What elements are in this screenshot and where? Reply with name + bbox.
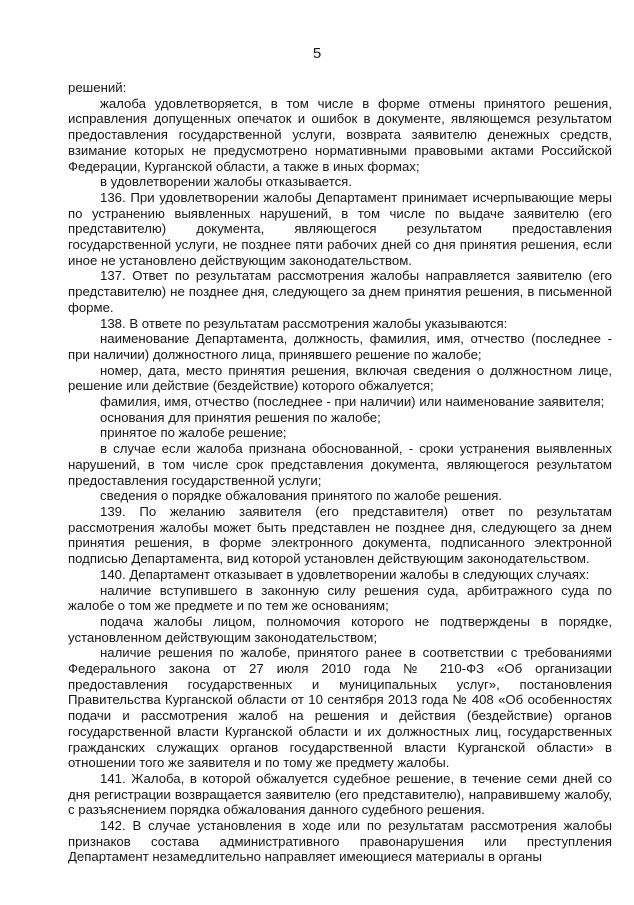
paragraph: в случае если жалоба признана обоснованной, - сроки устранения выявленных нарушений, в том числе срок представления документа, являющегося результатом предоставления государственной услуги;	[68, 441, 612, 488]
paragraph: 138. В ответе по результатам рассмотрения жалобы указываются:	[100, 315, 508, 331]
paragraph: решений:	[68, 80, 127, 95]
paragraph: наличие решения по жалобе, принятого ранее в соответствии с требованиями Федерального закона от 27 июля 2010 года № 210-ФЗ «Об организации предоставления государственных и муниципальных услуг», постановления Правительства Курганской области от 10 сентября 2013 года № 408 «Об особенностях подачи и рассмотрения жалоб на решения и действия (бездействие) органов государственной власти Курганской области и их должностных лиц, государственных гражданских служащих органов государственной власти Курганской области» в отношении того же заявителя и по тому же предмету жалобы.	[68, 645, 612, 771]
paragraph: подача жалобы лицом, полномочия которого не подтверждены в порядке, установленном действующим законодательством;	[68, 613, 612, 645]
paragraph: номер, дата, место принятия решения, включая сведения о должностном лице, решение или действие (бездействие) которого обжалуется;	[68, 362, 612, 394]
paragraph: наличие вступившего в законную силу решения суда, арбитражного суда по жалобе о том же предмете и по тем же основаниям;	[68, 582, 612, 614]
paragraph: 140. Департамент отказывает в удовлетворении жалобы в следующих случаях:	[100, 566, 590, 582]
paragraph: 141. Жалоба, в которой обжалуется судебное решение, в течение семи дней со дня регистрации возвращается заявителю (его представителю), направившему жалобу, с разъяснением порядка обжалования данного судебного решения.	[68, 770, 612, 818]
paragraph: 137. Ответ по результатам рассмотрения жалобы направляется заявителю (его представителю) не позднее дня, следующего за днем принятия решения, в письменной форме.	[68, 268, 612, 315]
paragraph: принятое по жалобе решение;	[100, 425, 287, 441]
paragraph: 142. В случае установления в ходе или по результатам рассмотрения жалобы признаков состава административного правонарушения или преступления Департамент незамедлительно направляет имеющиеся материалы в органы	[68, 818, 612, 865]
document-body	[68, 80, 612, 865]
paragraph: основания для принятия решения по жалобе;	[100, 409, 381, 425]
paragraph: сведения о порядке обжалования принятого по жалобе решения.	[100, 488, 503, 504]
page-number: 5	[312, 45, 322, 62]
paragraph: в удовлетворении жалобы отказывается.	[100, 174, 352, 190]
paragraph: жалоба удовлетворяется, в том числе в форме отмены принятого решения, исправления допущенных опечаток и ошибок в документе, являющемся результатом предоставления государственной услуги, возврата заявителю денежных средств, взимание которых не предусмотрено нормативными правовыми актами Российской Федерации, Курганской области, а также в иных формах;	[68, 95, 612, 174]
paragraph: наименование Департамента, должность, фамилия, имя, отчество (последнее - при наличии) должностного лица, принявшего решение по жалобе;	[68, 331, 612, 362]
paragraph: 136. При удовлетворении жалобы Департамент принимает исчерпывающие меры по устранению выявленных нарушений, в том числе по выдаче заявителю (его представителю) документа, являющегося результатом предоставления государственной услуги, не позднее пяти рабочих дней со дня принятия решения, если иное не установлено действующим законодательством.	[68, 189, 612, 268]
paragraph: 139. По желанию заявителя (его представителя) ответ по результатам рассмотрения жалобы может быть представлен не позднее дня, следующего за днем принятия решения, в форме электронного документа, подписанного электронной подписью Департамента, вид которой установлен действующим законодательством.	[68, 503, 612, 567]
paragraph: фамилия, имя, отчество (последнее - при наличии) или наименование заявителя;	[100, 394, 605, 410]
